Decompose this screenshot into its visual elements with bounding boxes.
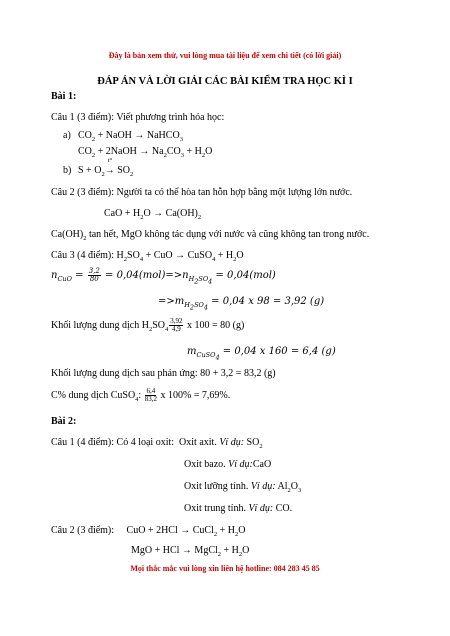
bai1-cau2-eq: CaO + $H_2O \to Ca(OH)_2$: [104, 208, 202, 221]
bai1-cau3-line6: C% dung dịch CuSO$_4$: $\frac{6,4}{83,2}$ x 100% = 7,69%.: [51, 387, 231, 403]
hotline-banner: Mọi thắc mắc vui lòng xin liên hệ hotline: 084 283 45 85: [130, 564, 320, 573]
page-title: ĐÁP ÁN VÀ LỜI GIẢI CÁC BÀI KIỂM TRA HỌC KÌ I: [97, 76, 353, 87]
bai2-cau1: Câu 1 (4 điểm): Có 4 loại oxit: Oxit axit. Ví dụ: $SO_2$: [51, 437, 263, 450]
bai2-cau1-line2: Oxit bazo. Ví dụ:CaO: [184, 459, 272, 470]
bai2-heading: Bài 2:: [51, 416, 77, 427]
bai2-cau1-line3: Oxit lưỡng tính. Ví dụ: $Al_2O_3$: [184, 481, 302, 494]
bai1-cau1b-eq: $S + O_2$ t° → $SO_2$: [78, 157, 134, 178]
bai1-cau1a-eq2: $CO_2$ + 2NaOH → $Na_2CO_3 + H_2O$: [78, 146, 213, 159]
bai1-cau1b-label: b): [63, 165, 72, 176]
bai1-cau1: Câu 1 (3 điểm): Viết phương trình hóa học:: [51, 112, 225, 123]
bai1-cau2-note: $Ca(OH)_2$ tan hết, MgO không tác dụng với nước và cũng không tan trong nước.: [51, 229, 370, 242]
bai1-cau3: Câu 3 (4 điểm): $H_2SO_4$ + CuO → CuSO$_4$ + $H_2O$: [51, 250, 244, 263]
bai1-cau3-line2: $=>m_{H_2SO_4} = 0,04$ x 98 = 3,92 (g): [158, 296, 325, 312]
bai1-cau3-line3: Khối lượng dung dịch $H_2SO_4$ $\frac{3,92}{4,9}$ x 100 = 80 (g): [51, 317, 245, 333]
bai1-cau1a-eq1: $CO_2$ + NaOH → NaHCO$_3$: [78, 130, 183, 143]
bai1-cau2: Câu 2 (3 điểm): Người ta có thể hòa tan hỗn hợp bằng một lượng lớn nước.: [51, 187, 353, 198]
bai2-cau2-line2: MgO + HCl → MgCl$_2$ + $H_2O$: [131, 545, 250, 558]
bai1-cau3-line4: $m_{CuSO_4} = 0,04$ x 160 = 6,4 (g): [187, 346, 336, 362]
bai1-cau3-line5: Khối lượng dung dịch sau phản ứng: 80 + 3,2 = 83,2 (g): [51, 368, 276, 379]
preview-banner: Đây là bản xem thử, vui lòng mua tài liệu để xem chi tiết (có lời giải): [108, 51, 342, 60]
bai1-heading: Bài 1:: [51, 91, 77, 102]
bai2-cau1-line4: Oxit trung tính. Ví dụ: CO.: [184, 503, 293, 514]
bai1-cau3-line1: $n_{CuO}$ = $\frac{3,2}{80}$ = $0,04(mol)=>n_{H_2SO_4} = 0,04(mol)$: [51, 267, 276, 286]
bai1-cau1a-label: a): [63, 130, 71, 141]
bai2-cau2: Câu 2 (3 điểm): CuO + 2HCl → CuCl$_2$ + $H_2O$: [51, 525, 246, 538]
